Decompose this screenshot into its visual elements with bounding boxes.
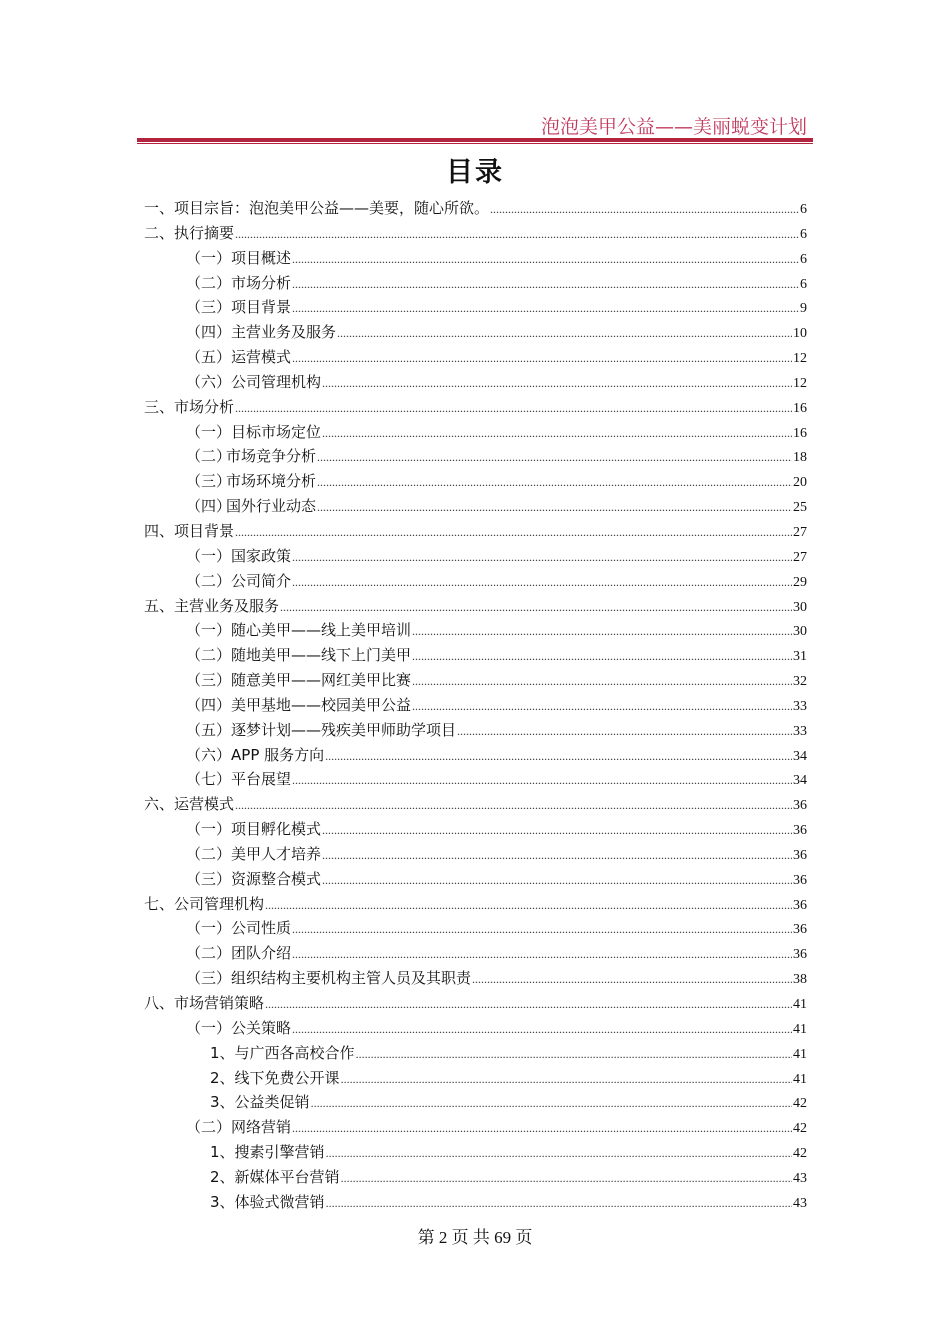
toc-leader-dots (326, 1191, 792, 1216)
page-footer: 第 2 页 共 69 页 (417, 1228, 533, 1247)
toc-entry-page: 36 (793, 922, 807, 938)
toc-entry-label: 国家政策 (231, 546, 292, 565)
toc-entry-page: 33 (793, 723, 807, 739)
toc-entry[interactable] (144, 668, 807, 693)
toc-entry-page: 42 (793, 1121, 807, 1137)
toc-entry-number: （二） (186, 447, 232, 466)
toc-entry-page: 12 (793, 351, 807, 367)
toc-entry-page: 36 (793, 823, 807, 839)
table-of-contents (144, 196, 807, 1215)
toc-entry-page: 32 (793, 674, 807, 690)
toc-leader-dots (472, 967, 792, 992)
toc-entry-page: 9 (800, 301, 807, 317)
toc-entry[interactable] (144, 544, 807, 569)
toc-entry[interactable] (144, 271, 807, 296)
toc-entry-number: （四） (186, 497, 232, 516)
toc-entry-number: （六） (186, 745, 232, 764)
toc-entry-number: 八、 (144, 994, 175, 1012)
toc-leader-dots (341, 1067, 792, 1092)
toc-entry-label: 市场环境分析 (226, 472, 317, 491)
toc-leader-dots (292, 1116, 792, 1141)
toc-entry-number: 1、 (210, 1143, 235, 1162)
toc-title: 目录 (446, 157, 504, 188)
toc-entry-label: 美甲基地——校园美甲公益 (231, 695, 412, 714)
toc-entry-number: （四） (186, 323, 232, 342)
toc-entry[interactable] (144, 792, 807, 817)
toc-entry-label: 运营模式 (231, 348, 292, 367)
toc-entry-page: 36 (793, 897, 807, 913)
toc-leader-dots (356, 1042, 792, 1067)
toc-entry-page: 34 (793, 773, 807, 789)
toc-entry-number: （二） (186, 571, 232, 590)
toc-entry-label: 随意美甲——网红美甲比赛 (231, 671, 412, 690)
toc-entry-number: 1、 (210, 1043, 235, 1062)
toc-entry-page: 38 (793, 972, 807, 988)
toc-entry[interactable] (144, 693, 807, 718)
toc-entry-label: 新媒体平台营销 (234, 1167, 340, 1186)
toc-entry-page: 16 (793, 400, 807, 416)
toc-entry-label: 公司性质 (231, 919, 292, 938)
toc-leader-dots (326, 1141, 792, 1166)
toc-entry-label: 搜素引擎营销 (234, 1143, 325, 1162)
header-rule-thin (137, 143, 813, 144)
toc-entry-number: 2、 (210, 1068, 235, 1087)
toc-entry-label: 市场竞争分析 (226, 447, 317, 466)
toc-entry[interactable] (144, 1090, 807, 1115)
toc-entry[interactable] (144, 1140, 807, 1165)
toc-entry[interactable] (144, 1165, 807, 1190)
toc-entry[interactable] (144, 519, 807, 544)
toc-entry-number: 2、 (210, 1167, 235, 1186)
toc-entry[interactable] (144, 320, 807, 345)
toc-entry-label: 执行摘要 (174, 223, 235, 242)
toc-entry[interactable] (144, 767, 807, 792)
toc-entry-number: （七） (186, 770, 232, 789)
toc-entry[interactable] (144, 867, 807, 892)
toc-entry-number: 二、 (144, 223, 175, 242)
toc-entry-label: 与广西各高校合作 (234, 1043, 355, 1062)
toc-entry-page: 30 (793, 624, 807, 640)
toc-entry-label: 网络营销 (231, 1118, 292, 1137)
toc-leader-dots (337, 321, 792, 346)
toc-entry-number: （一） (186, 422, 232, 441)
toc-entry[interactable] (144, 345, 807, 370)
toc-entry[interactable] (144, 643, 807, 668)
toc-leader-dots (322, 818, 792, 843)
toc-leader-dots (292, 570, 792, 595)
toc-leader-dots (292, 1017, 792, 1042)
toc-entry-number: （五） (186, 348, 232, 367)
toc-entry-page: 20 (793, 475, 807, 491)
toc-entry[interactable] (144, 916, 807, 941)
header-rule (137, 138, 813, 142)
toc-entry-label: 公益类促销 (234, 1093, 310, 1112)
toc-entry-number: 四、 (144, 521, 175, 540)
toc-entry-number: （三） (186, 969, 232, 988)
toc-entry-label: 公司管理机构 (174, 894, 265, 913)
toc-entry[interactable] (144, 370, 807, 395)
toc-entry-label: 美甲人才培养 (231, 844, 322, 863)
toc-leader-dots (457, 719, 792, 744)
toc-entry-page: 43 (793, 1195, 807, 1211)
toc-entry[interactable] (144, 594, 807, 619)
toc-leader-dots (292, 346, 792, 371)
toc-entry[interactable] (144, 842, 807, 867)
toc-leader-dots (412, 619, 792, 644)
toc-entry-label: 公司管理机构 (231, 372, 322, 391)
toc-entry[interactable] (144, 420, 807, 445)
toc-leader-dots (317, 495, 792, 520)
toc-entry[interactable] (144, 991, 807, 1016)
toc-leader-dots (265, 893, 792, 918)
toc-entry-page: 43 (793, 1170, 807, 1186)
toc-entry-page: 12 (793, 375, 807, 391)
toc-entry[interactable] (144, 817, 807, 842)
toc-entry[interactable] (144, 569, 807, 594)
toc-entry[interactable] (144, 221, 807, 246)
toc-entry-number: （四） (186, 695, 232, 714)
toc-entry-number: 3、 (210, 1192, 235, 1211)
toc-leader-dots (322, 868, 792, 893)
toc-entry[interactable] (144, 1190, 807, 1215)
toc-leader-dots (325, 744, 792, 769)
toc-entry-label: 项目孵化模式 (231, 820, 322, 839)
toc-leader-dots (235, 222, 799, 247)
toc-entry-page: 10 (793, 326, 807, 342)
toc-entry-number: 七、 (144, 894, 175, 913)
toc-leader-dots (311, 1091, 792, 1116)
toc-entry-page: 18 (793, 450, 807, 466)
toc-entry-page: 6 (800, 202, 807, 217)
toc-entry-number: （三） (186, 298, 232, 317)
toc-entry-number: 一、 (144, 199, 175, 217)
toc-entry-number: （三） (186, 671, 232, 690)
toc-entry-number: （五） (186, 720, 232, 739)
toc-entry[interactable] (144, 1115, 807, 1140)
toc-entry-page: 34 (793, 748, 807, 764)
toc-leader-dots (317, 470, 792, 495)
toc-entry-number: （一） (186, 919, 232, 938)
toc-entry-page: 6 (800, 226, 807, 242)
toc-entry-number: 三、 (144, 397, 175, 416)
toc-entry-page: 42 (793, 1146, 807, 1162)
toc-leader-dots (280, 595, 792, 620)
toc-entry-label: 国外行业动态 (226, 497, 317, 516)
toc-entry-number: （二） (186, 844, 232, 863)
header-title: 泡泡美甲公益——美丽蜕变计划 (540, 116, 807, 138)
toc-entry-number: （一） (186, 820, 232, 839)
toc-entry-label: 项目宗旨：泡泡美甲公益——美要，随心所欲。 (174, 199, 490, 217)
toc-entry-label: 项目背景 (174, 521, 235, 540)
toc-entry-page: 41 (793, 1071, 807, 1087)
toc-entry-label: 主营业务及服务 (174, 596, 280, 615)
toc-entry-number: （三） (186, 869, 232, 888)
toc-entry-number: （六） (186, 372, 232, 391)
toc-entry-page: 6 (800, 276, 807, 292)
toc-leader-dots (317, 445, 792, 470)
toc-entry-page: 30 (793, 599, 807, 615)
toc-entry[interactable] (144, 743, 807, 768)
toc-entry[interactable] (144, 1016, 807, 1041)
toc-entry-label: 资源整合模式 (231, 869, 322, 888)
toc-leader-dots (292, 917, 792, 942)
toc-entry[interactable] (144, 941, 807, 966)
toc-entry-label: 平台展望 (231, 770, 292, 789)
toc-entry-label: 项目背景 (231, 298, 292, 317)
toc-entry[interactable] (144, 295, 807, 320)
toc-entry-number: （二） (186, 1118, 232, 1137)
toc-leader-dots (322, 843, 792, 868)
toc-entry-number: 3、 (210, 1093, 235, 1112)
toc-leader-dots (292, 545, 792, 570)
toc-entry-number: （二） (186, 944, 232, 963)
toc-entry-label: 市场营销策略 (174, 994, 265, 1012)
toc-entry-page: 29 (793, 574, 807, 590)
toc-entry-label: 市场分析 (174, 397, 235, 416)
toc-entry-label: APP 服务方向 (231, 745, 325, 764)
toc-leader-dots (412, 694, 792, 719)
toc-leader-dots (265, 992, 792, 1017)
toc-leader-dots (490, 197, 799, 222)
toc-leader-dots (292, 247, 799, 272)
toc-leader-dots (322, 421, 792, 446)
toc-entry-label: 公司简介 (231, 571, 292, 590)
toc-entry-label: 市场分析 (231, 273, 292, 292)
toc-entry-label: 团队介绍 (231, 944, 292, 963)
toc-leader-dots (235, 520, 792, 545)
toc-leader-dots (235, 793, 792, 818)
toc-entry-label: 公关策略 (231, 1018, 292, 1037)
toc-entry-page: 42 (793, 1096, 807, 1112)
toc-entry-page: 27 (793, 549, 807, 565)
toc-entry[interactable] (144, 892, 807, 917)
toc-entry-number: （一） (186, 1018, 232, 1037)
toc-entry-number: 六、 (144, 795, 175, 814)
toc-entry-number: （一） (186, 248, 232, 267)
toc-entry-label: 组织结构主要机构主管人员及其职责 (231, 969, 472, 988)
toc-entry-label: 目标市场定位 (231, 422, 322, 441)
toc-leader-dots (322, 371, 792, 396)
toc-entry[interactable] (144, 395, 807, 420)
toc-entry[interactable] (144, 469, 807, 494)
toc-entry-label: 主营业务及服务 (231, 323, 337, 342)
toc-entry-page: 36 (793, 798, 807, 814)
toc-entry-label: 运营模式 (174, 795, 235, 814)
toc-entry[interactable] (144, 1041, 807, 1066)
toc-entry-page: 41 (793, 1046, 807, 1062)
toc-entry-page: 6 (800, 251, 807, 267)
toc-entry[interactable] (144, 966, 807, 991)
toc-entry-page: 36 (793, 847, 807, 863)
toc-entry-page: 25 (793, 500, 807, 516)
toc-entry[interactable] (144, 618, 807, 643)
toc-entry-number: （二） (186, 273, 232, 292)
toc-entry-label: 逐梦计划——残疾美甲师助学项目 (231, 720, 457, 739)
toc-entry-number: （一） (186, 621, 232, 640)
toc-entry-page: 33 (793, 698, 807, 714)
toc-entry[interactable] (144, 444, 807, 469)
toc-entry-page: 41 (793, 997, 807, 1012)
toc-leader-dots (412, 644, 792, 669)
toc-leader-dots (292, 296, 799, 321)
toc-entry-number: （二） (186, 646, 232, 665)
toc-entry-label: 随心美甲——线上美甲培训 (231, 621, 412, 640)
toc-entry-label: 项目概述 (231, 248, 292, 267)
toc-leader-dots (341, 1166, 792, 1191)
toc-entry-page: 36 (793, 947, 807, 963)
toc-entry-number: （三） (186, 472, 232, 491)
toc-entry-page: 31 (793, 649, 807, 665)
toc-leader-dots (292, 768, 792, 793)
toc-entry-label: 随地美甲——线下上门美甲 (231, 646, 412, 665)
toc-entry[interactable] (144, 1066, 807, 1091)
toc-entry[interactable] (144, 246, 807, 271)
toc-entry-label: 线下免费公开课 (234, 1068, 340, 1087)
toc-entry-page: 27 (793, 524, 807, 540)
toc-leader-dots (292, 272, 799, 297)
toc-entry-page: 16 (793, 425, 807, 441)
toc-leader-dots (292, 942, 792, 967)
toc-entry-page: 36 (793, 872, 807, 888)
toc-leader-dots (235, 396, 792, 421)
toc-entry[interactable] (144, 718, 807, 743)
toc-entry-number: （一） (186, 546, 232, 565)
toc-leader-dots (412, 669, 792, 694)
toc-entry-page: 41 (793, 1021, 807, 1037)
toc-entry-number: 五、 (144, 596, 175, 615)
toc-entry-label: 体验式微营销 (234, 1192, 325, 1211)
toc-entry[interactable] (144, 196, 807, 221)
toc-entry[interactable] (144, 494, 807, 519)
